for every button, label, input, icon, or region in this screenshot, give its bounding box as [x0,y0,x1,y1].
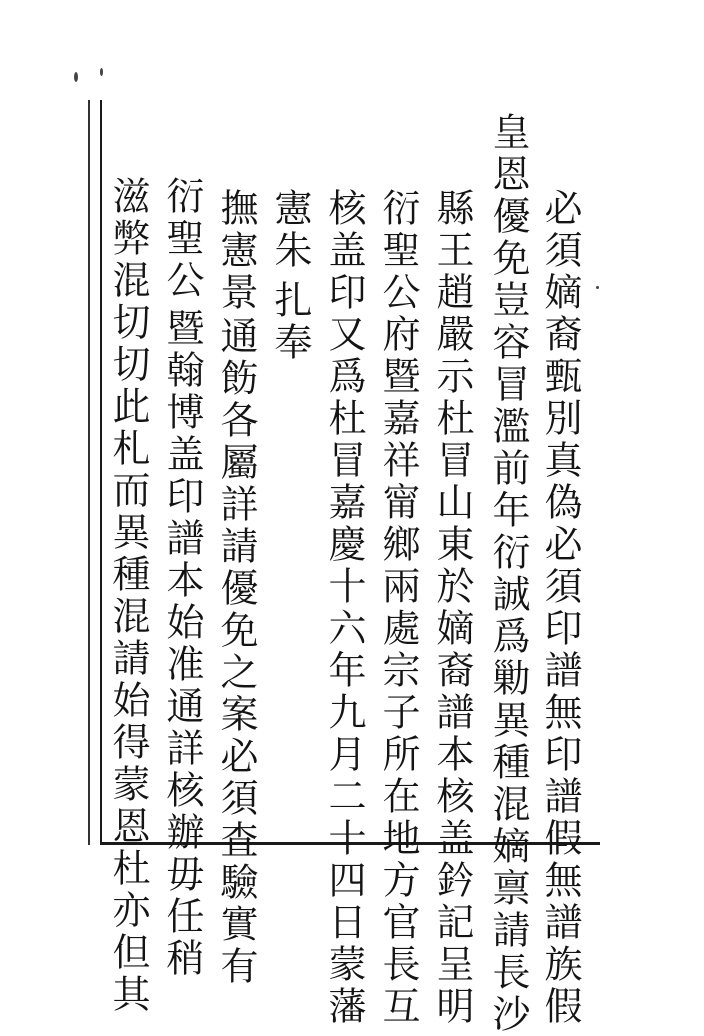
page-edge-line [88,100,90,845]
scan-speck [596,286,599,289]
text-column-6-part-2: 扎奉 [268,280,312,364]
text-column-5: 核盖印又爲杜冒嘉慶十六年九月二十四日蒙藩 [322,188,366,1028]
text-column-7-part-1: 撫憲景 [214,188,258,314]
scan-speck [74,72,78,82]
scan-speck [100,68,103,76]
text-column-2: 皇恩優免豈容冒濫前年衍誠爲勦異種混嫡禀請長沙 [486,112,530,1036]
text-column-8-part-2: 暨翰博盖印譜本始准通詳核辦毋任稍 [160,308,204,980]
text-column-1: 必須嫡裔甄別真偽必須印譜無印譜假無譜族假 [538,188,582,1028]
text-column-6-part-1: 憲朱 [268,188,312,272]
text-column-3: 縣王趙嚴示杜冒山東於嫡裔譜本核盖鈐記呈明 [430,188,474,1028]
text-column-7-part-2: 通飭各屬詳請優免之案必須査驗實有 [214,316,258,988]
text-column-9: 滋弊混切切此札而異種混請始得蒙恩杜亦但其 [106,176,150,1016]
text-column-8-part-1: 衍聖公 [160,176,204,302]
text-column-4: 衍聖公府暨嘉祥甯鄉兩處宗子所在地方官長互 [376,188,420,1028]
